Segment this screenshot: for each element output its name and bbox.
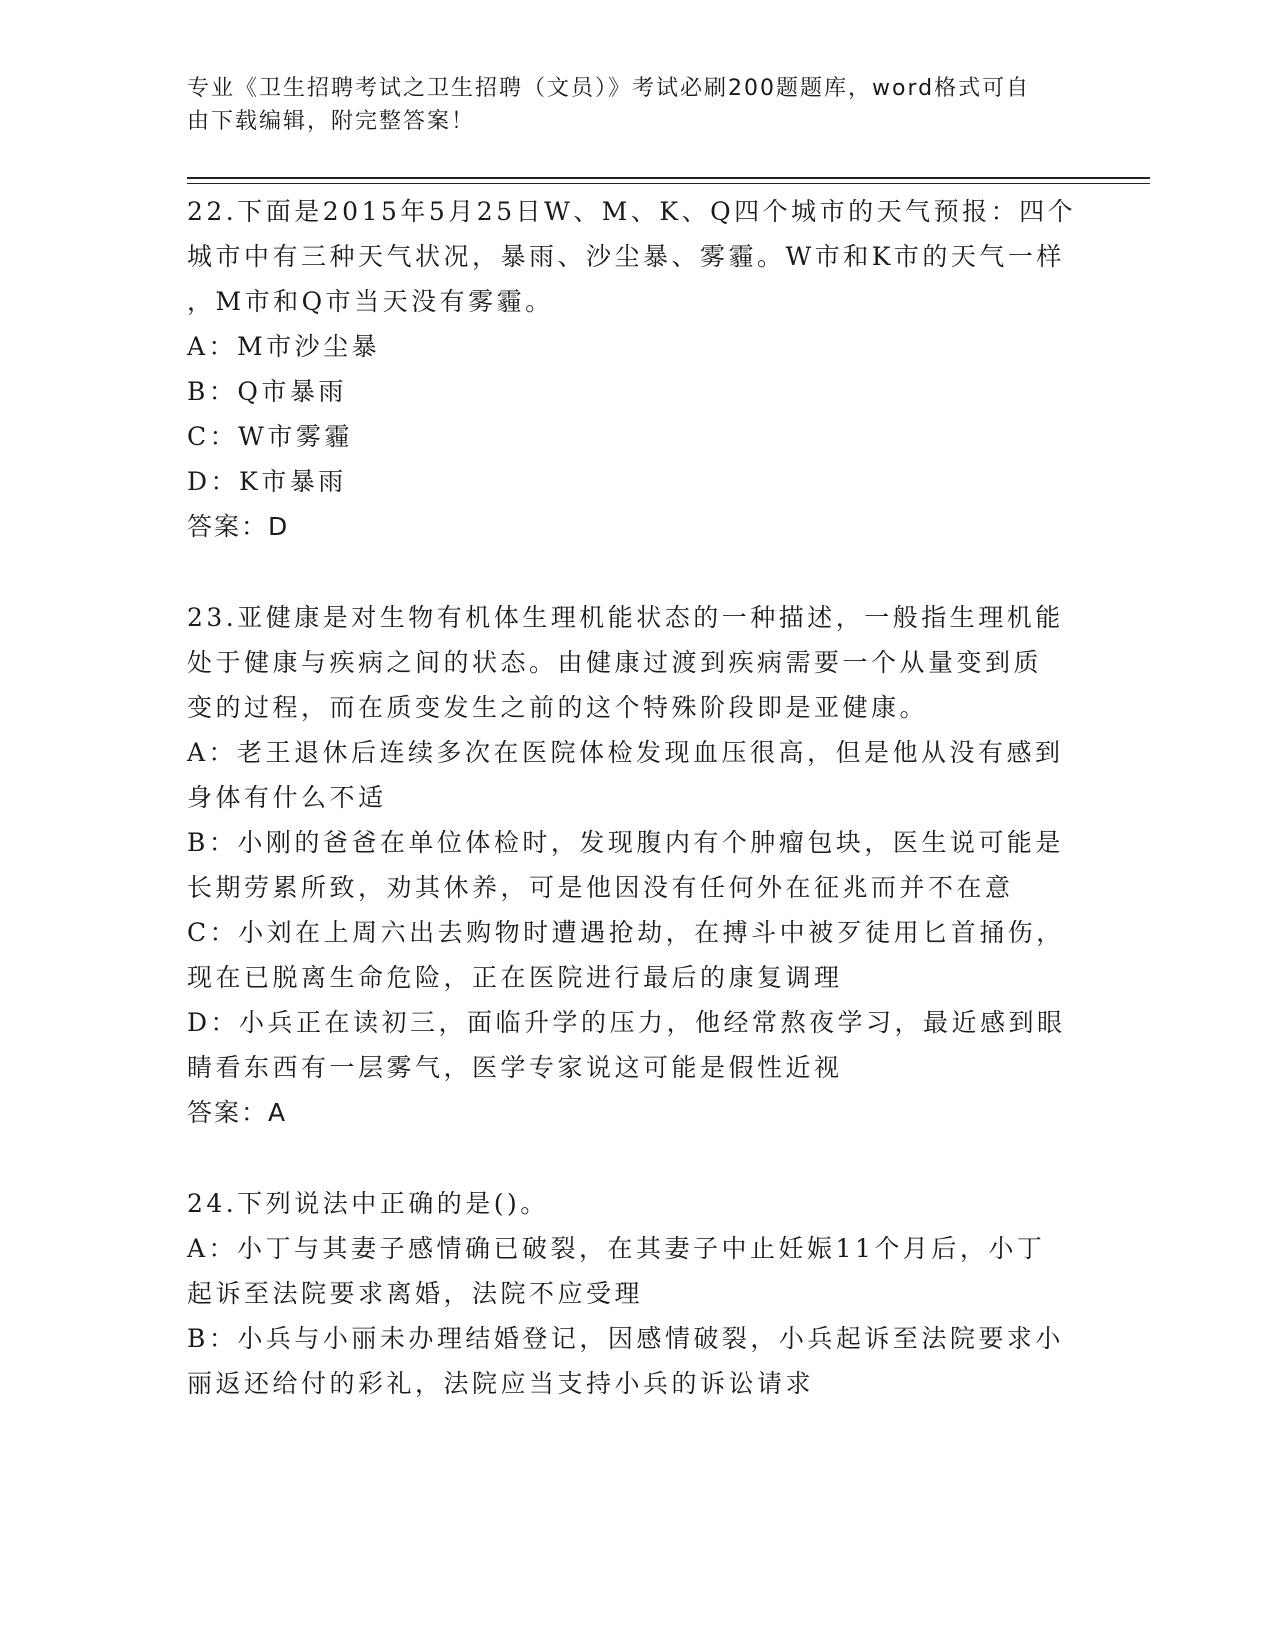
question-stem-line: 23.亚健康是对生物有机体生理机能状态的一种描述，一般指生理机能 [187,603,1064,632]
question-stem-line: 处于健康与疾病之间的状态。由健康过渡到疾病需要一个从量变到质 [187,648,1043,677]
header-divider-thick [187,177,1150,179]
option-d-cont: 睛看东西有一层雾气，医学专家说这可能是假性近视 [187,1053,843,1082]
option-b: B：小兵与小丽未办理结婚登记，因感情破裂，小兵起诉至法院要求小 [187,1324,1064,1353]
header-line-1: 专业《卫生招聘考试之卫生招聘（文员）》考试必刷200题题库，word格式可自 [187,76,1031,101]
option-a: A：M市沙尘暴 [187,332,381,361]
option-d: D：小兵正在读初三，面临升学的压力，他经常熬夜学习，最近感到眼 [187,1008,1066,1037]
question-stem-line: 24.下列说法中正确的是()。 [187,1189,549,1218]
option-a-cont: 起诉至法院要求离婚，法院不应受理 [187,1279,644,1308]
option-b-cont: 长期劳累所致，劝其休养，可是他因没有任何外在征兆而并不在意 [187,873,1014,902]
option-c: C：小刘在上周六出去购物时遭遇抢劫，在搏斗中被歹徒用匕首捅伤， [187,918,1065,947]
option-c-cont: 现在已脱离生命危险，正在医院进行最后的康复调理 [187,963,843,992]
question-spacer [187,1135,1087,1181]
option-a: A：小丁与其妻子感情确已破裂，在其妻子中止妊娠11个月后，小丁 [187,1234,1046,1263]
option-a: A：老王退休后连续多次在医院体检发现血压很高，但是他从没有感到 [187,738,1064,767]
option-b-cont: 丽返还给付的彩礼，法院应当支持小兵的诉讼请求 [187,1369,815,1398]
option-b: B：小刚的爸爸在单位体检时，发现腹内有个肿瘤包块，医生说可能是 [187,828,1064,857]
question-stem-line: 变的过程，而在质变发生之前的这个特殊阶段即是亚健康。 [187,693,929,722]
option-b: B：Q市暴雨 [187,377,347,406]
question-spacer [187,549,1087,595]
option-c: C：W市雾霾 [187,422,353,451]
question-stem-line: 22.下面是2015年5月25日W、M、K、Q四个城市的天气预报：四个 [187,197,1077,226]
question-24 [187,1181,1087,1406]
header-line-2: 由下载编辑，附完整答案！ [187,109,476,134]
option-d: D：K市暴雨 [187,467,347,496]
answer-line: 答案：A [187,1098,288,1127]
option-a-cont: 身体有什么不适 [187,783,387,812]
question-stem-line: 城市中有三种天气状况，暴雨、沙尘暴、雾霾。W市和K市的天气一样 [187,242,1065,271]
header-divider-thin [187,183,1150,184]
answer-line: 答案：D [187,512,290,541]
question-stem-line: ，M市和Q市当天没有雾霾。 [187,287,554,316]
question-list [187,189,1087,1406]
question-23 [187,595,1087,1135]
question-22 [187,189,1087,549]
document-header [187,72,1067,138]
